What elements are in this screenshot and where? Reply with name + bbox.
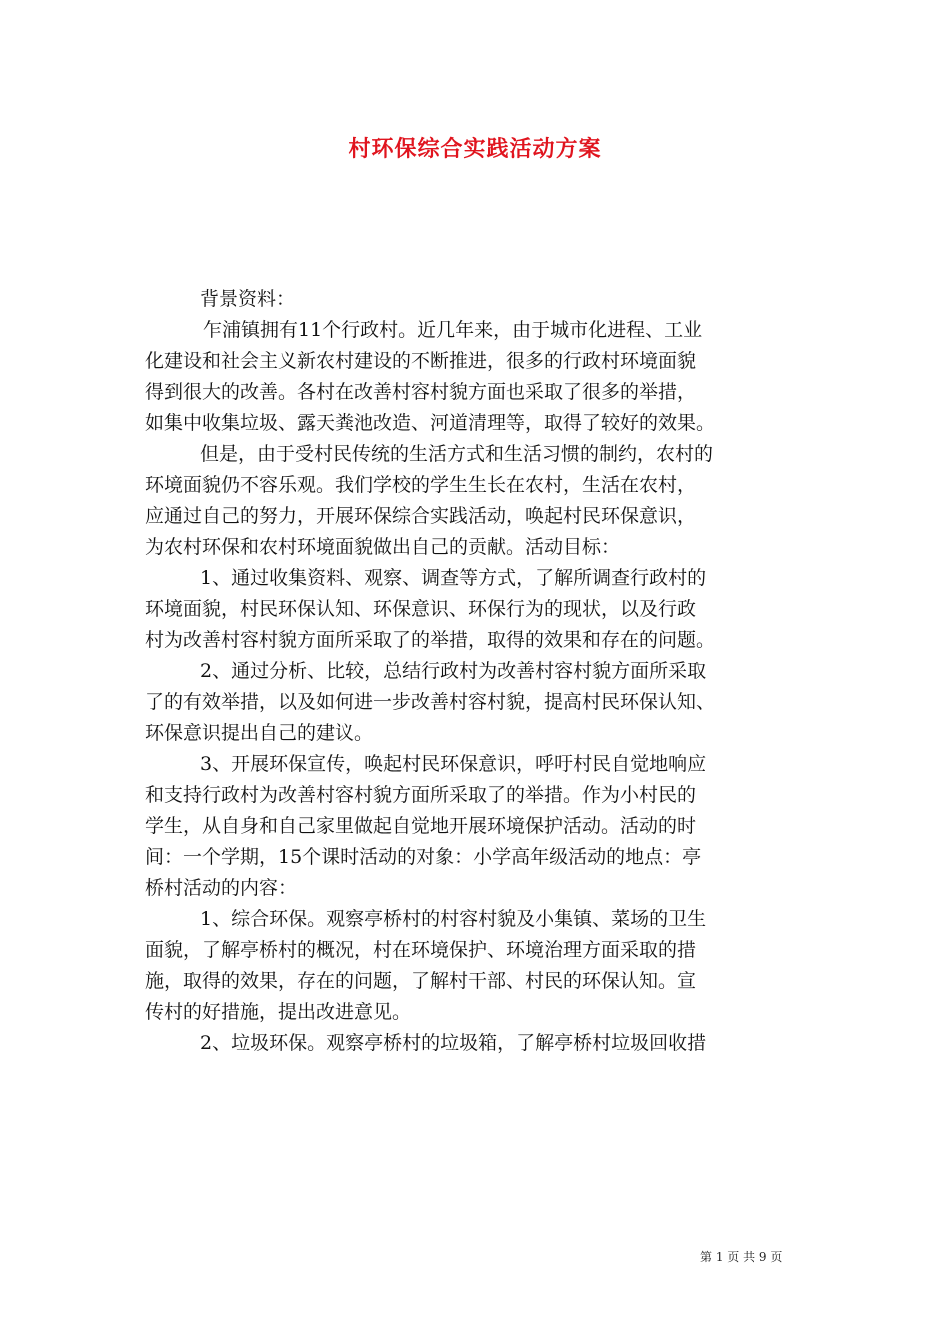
text-line: 环境面貌仍不容乐观。我们学校的学生生长在农村，生活在农村， bbox=[145, 474, 697, 496]
text-line: 得到很大的改善。各村在改善村容村貌方面也采取了很多的举措， bbox=[145, 381, 697, 403]
text-line: 3、开展环保宣传，唤起村民环保意识，呼吁村民自觉地响应 bbox=[200, 753, 707, 775]
text-line: 间：一个学期，15个课时活动的对象：小学高年级活动的地点：亭 bbox=[145, 846, 702, 868]
text-line: 如集中收集垃圾、露天粪池改造、河道清理等，取得了较好的效果。 bbox=[145, 412, 716, 434]
document-title: 村环保综合实践活动方案 bbox=[348, 136, 602, 162]
text-line: 桥村活动的内容： bbox=[145, 877, 298, 899]
text-line: 乍浦镇拥有11个行政村。近几年来，由于城市化进程、工业 bbox=[203, 319, 703, 341]
text-line: 2、通过分析、比较，总结行政村为改善村容村貌方面所采取 bbox=[200, 660, 707, 682]
text-line: 但是，由于受村民传统的生活方式和生活习惯的制约，农村的 bbox=[200, 443, 714, 465]
document-body bbox=[145, 284, 813, 1059]
text-line: 传村的好措施，提出改进意见。 bbox=[145, 1001, 412, 1023]
text-line: 了的有效举措，以及如何进一步改善村容村貌，提高村民环保认知、 bbox=[145, 691, 716, 713]
text-line: 化建设和社会主义新农村建设的不断推进，很多的行政村环境面貌 bbox=[145, 350, 697, 372]
text-line: 背景资料： bbox=[200, 288, 296, 310]
text-line: 1、综合环保。观察亭桥村的村容村貌及小集镇、菜场的卫生 bbox=[200, 908, 707, 930]
text-line: 和支持行政村为改善村容村貌方面所采取了的举措。作为小村民的 bbox=[145, 784, 697, 806]
text-line: 面貌，了解亭桥村的概况，村在环境保护、环境治理方面采取的措 bbox=[145, 939, 697, 961]
text-line: 应通过自己的努力，开展环保综合实践活动，唤起村民环保意识， bbox=[145, 505, 697, 527]
text-line: 环保意识提出自己的建议。 bbox=[145, 722, 374, 744]
text-line: 施，取得的效果，存在的问题，了解村干部、村民的环保认知。宣 bbox=[145, 970, 697, 992]
text-line: 为农村环保和农村环境面貌做出自己的贡献。活动目标： bbox=[145, 536, 621, 558]
text-line: 学生，从自身和自己家里做起自觉地开展环境保护活动。活动的时 bbox=[145, 815, 697, 837]
page-number: 第 1 页 共 9 页 bbox=[700, 1250, 783, 1264]
text-line: 1、通过收集资料、观察、调查等方式，了解所调查行政村的 bbox=[200, 567, 707, 589]
text-line: 环境面貌，村民环保认知、环保意识、环保行为的现状，以及行政 bbox=[145, 598, 697, 620]
text-line: 2、垃圾环保。观察亭桥村的垃圾箱，了解亭桥村垃圾回收措 bbox=[200, 1032, 707, 1054]
text-line: 村为改善村容村貌方面所采取了的举措，取得的效果和存在的问题。 bbox=[145, 629, 716, 651]
